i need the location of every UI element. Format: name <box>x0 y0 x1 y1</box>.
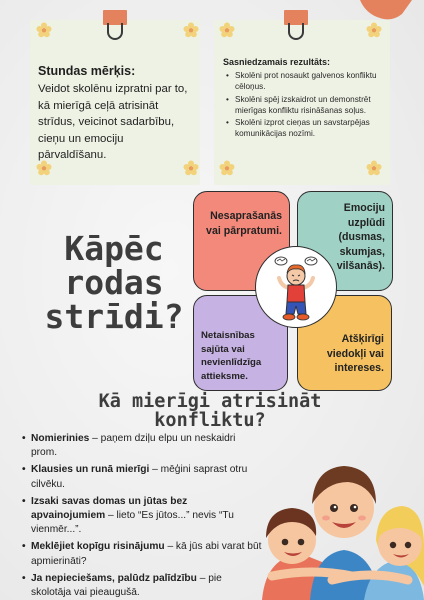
hugging-kids-illustration <box>252 446 424 600</box>
list-item <box>22 572 262 600</box>
cause-text: Atšķirīgi <box>341 333 384 345</box>
list-item: • Skolēni spēj izskaidrot un demonstrēt mierīgas konfliktu risināšanas soļus. <box>223 94 393 117</box>
tip-text: – paņem dziļu elpu un neskaidri prom. <box>31 433 236 459</box>
cause-text: intereses. <box>334 362 384 374</box>
flower-icon <box>366 22 382 38</box>
angry-child-illustration <box>265 254 327 324</box>
tip-text: – mēģini saprast otru cilvēku. <box>31 464 248 490</box>
how-line-2: konfliktu? <box>154 410 266 431</box>
cause-text: vai pārpratumi. <box>206 224 282 237</box>
tip-text: – pie skolotāja vai pieaugušā. <box>31 572 222 599</box>
cause-text: skumjas, <box>339 245 385 258</box>
results-list <box>223 70 393 141</box>
how-line-1: Kā mierīgi atrisināt <box>98 391 322 412</box>
goal-text: Veidot skolēnu izpratni par to, kā mierīgā ceļā atrisināt strīdus, veicinot sadarbību, cieņu un emociju pārvaldīšanu. <box>38 83 188 161</box>
list-item <box>22 495 262 538</box>
binder-clip-icon <box>103 10 127 38</box>
flower-icon <box>219 160 235 176</box>
tip-bold: Meklējiet kopīgu risinājumu <box>31 541 165 553</box>
results-title: Sasniedzamais rezultāts: <box>223 57 331 67</box>
flower-icon <box>183 22 199 38</box>
how-heading <box>60 392 360 430</box>
why-line-2: rodas <box>64 263 164 302</box>
tip-bold: Klausies un runā mierīgi <box>31 464 150 476</box>
why-line-1: Kāpēc <box>64 229 164 268</box>
tip-bold: Nomierinies <box>31 433 90 444</box>
list-item: • Skolēni prot nosaukt galvenos konfliktu cēloņus. <box>223 70 393 93</box>
tips-list <box>22 432 262 600</box>
goal-title: Stundas mērķis: <box>38 64 136 78</box>
cause-text: vilšanās). <box>336 260 385 272</box>
flower-icon <box>36 22 52 38</box>
cause-text: attieksme. <box>201 370 248 382</box>
why-heading <box>44 229 184 336</box>
tip-text: – lieto “Es jūtos...” nevis “Tu vienmēr...”. <box>31 510 234 536</box>
tip-bold: Izsaki savas domas un jūtas bez apvainojumiem <box>31 495 188 522</box>
tip-text: – kā jūs abi varat būt apmierināti? <box>31 541 262 567</box>
list-item: • Skolēni izprot cieņas un savstarpējas komunikācijas nozīmi. <box>223 117 393 140</box>
cause-text: Netaisnības <box>201 330 255 341</box>
list-item <box>22 463 262 491</box>
corner-decoration <box>352 0 424 22</box>
why-line-3: strīdi? <box>44 297 184 336</box>
cause-text: sajūta vai <box>201 343 245 355</box>
flower-icon <box>366 160 382 176</box>
cause-text: viedokļi vai <box>326 347 384 360</box>
binder-clip-icon <box>284 10 308 38</box>
cause-text: (dusmas, <box>338 231 385 243</box>
list-item <box>22 432 262 460</box>
cause-text: Emociju uzplūdi <box>343 202 385 229</box>
list-item <box>22 540 262 568</box>
flower-icon <box>219 22 235 38</box>
cause-text: Nesaprašanās <box>210 210 282 222</box>
tip-bold: Ja nepieciešams, palūdz palīdzību <box>31 572 197 584</box>
cause-text: nevienlīdzīga <box>201 357 262 368</box>
